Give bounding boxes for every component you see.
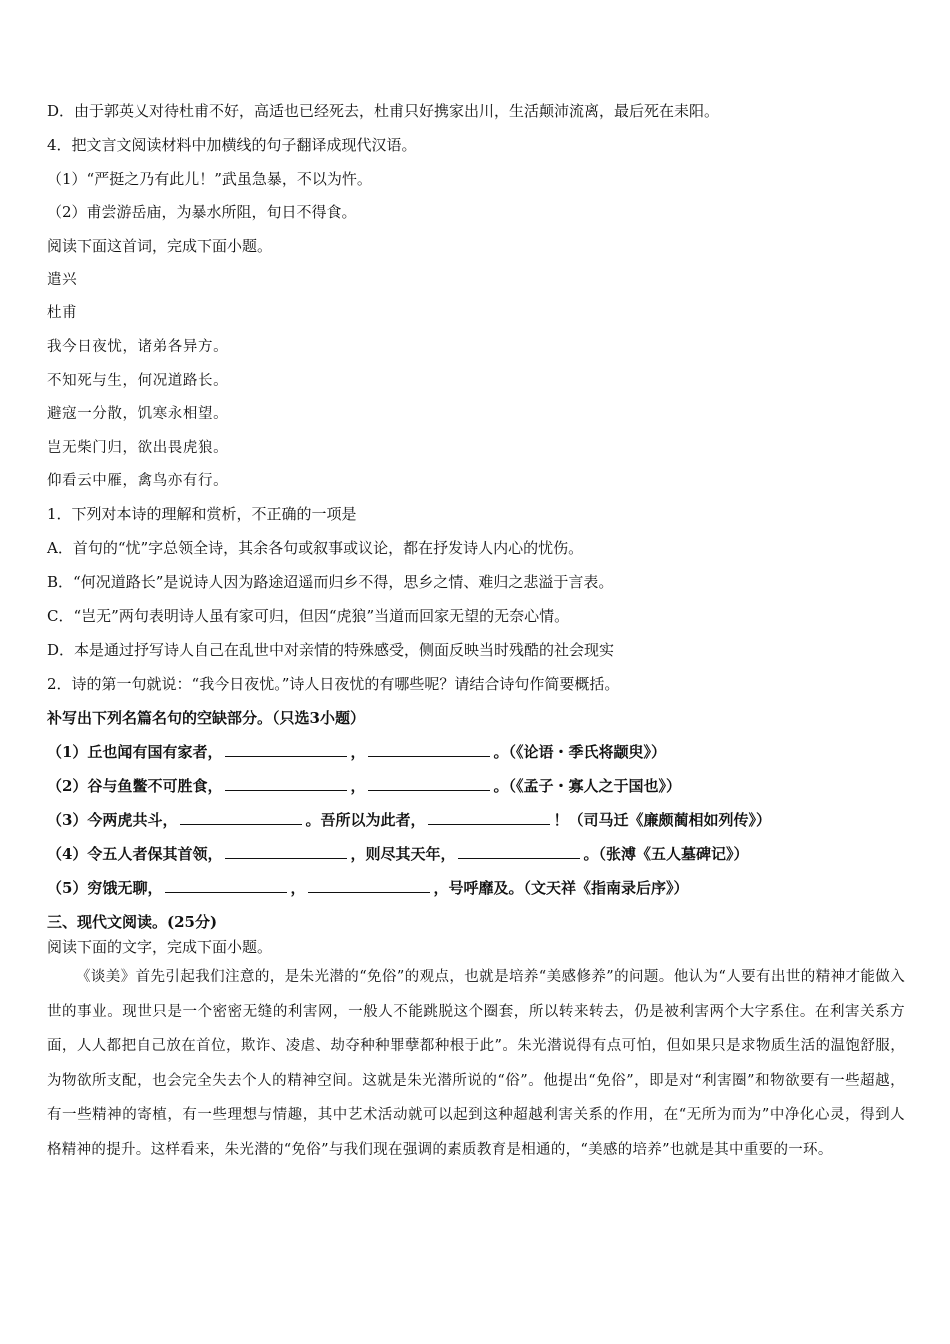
option-b: B．“何况道路长”是说诗人因为路途迢遥而归乡不得，思乡之情、难归之悲溢于言表。 — [47, 573, 614, 591]
poem-verse: 我今日夜忧，诸弟各异方。 — [47, 339, 229, 355]
section-3-intro: 阅读下面的文字，完成下面小题。 — [47, 938, 273, 956]
option-d: D．本是通过抒写诗人自己在乱世中对亲情的特殊感受，侧面反映当时残酷的社会现实 — [47, 641, 615, 659]
option-d-text: D．由于郭英乂对待杜甫不好，高适也已经死去，杜甫只好携家出川，生活颠沛流离，最后死在耒阳。 — [47, 102, 720, 120]
fill-item: （5）穷饿无聊， ， ，号呼靡及。（文天祥《指南录后序》） — [47, 879, 689, 897]
fill-item: （4）令五人者保其首领， ，则尽其天年， 。（张溥《五人墓碑记》） — [47, 845, 749, 863]
answer-blank[interactable] — [368, 742, 490, 757]
answer-blank[interactable] — [308, 878, 430, 893]
translate-item-2: （2）甫尝游岳庙，为暴水所阻，旬日不得食。 — [47, 203, 357, 221]
answer-blank[interactable] — [458, 844, 580, 859]
poem-verse: 不知死与生，何况道路长。 — [47, 373, 229, 389]
question-4-text: 4．把文言文阅读材料中加横线的句子翻译成现代汉语。 — [47, 136, 417, 154]
poem-author: 杜甫 — [47, 305, 78, 321]
answer-blank[interactable] — [368, 776, 490, 791]
fill-item: （1）丘也闻有国有家者， ， 。（《论语・季氏将颛臾》） — [47, 743, 666, 761]
answer-blank[interactable] — [225, 742, 347, 757]
poem-title: 遣兴 — [47, 272, 78, 288]
fill-heading: 补写出下列名篇名句的空缺部分。（只选3小题） — [47, 709, 365, 727]
poem-verse: 避寇一分散，饥寒永相望。 — [47, 406, 229, 422]
option-c: C．“岂无”两句表明诗人虽有家可归，但因“虎狼”当道而回家无望的无奈心情。 — [47, 607, 570, 625]
reading-paragraph: 《谈美》首先引起我们注意的，是朱光潜的“免俗”的观点，也就是培养“美感修养”的问题。他认为“人要有出世的精神才能做入世的事业。现世只是一个密密无缝的利害网，一般人不能跳脱这个圈套，所以转来转去，仍是被利害两个大字系住。在利害关系方面，人人都把自己放在首位，欺诈、凌虐、劫夺种种罪孽都种根于此”。朱光潜说得有点可怕，但如果只是求物质生活的温饱舒服，为物欲所支配，也会完全失去个人的精神空间。这就是朱光潜所说的“俗”。他提出“免俗”，即是对“利害圈”和物欲要有一些超越，有一些精神的寄植，有一些理想与情趣，其中艺术活动就可以起到这种超越利害关系的作用，在“无所为而为”中净化心灵，得到人格精神的提升。这样看来，朱光潜的“免俗”与我们现在强调的素质教育是相通的，“美感的培养”也就是其中重要的一环。 — [47, 969, 905, 1158]
fill-item: （3）今两虎共斗， 。吾所以为此者， ！（司马迁《廉颇蔺相如列传》） — [47, 811, 771, 829]
answer-blank[interactable] — [225, 844, 347, 859]
answer-blank[interactable] — [180, 810, 302, 825]
section-3-heading: 三、现代文阅读。(25分) — [47, 913, 218, 931]
translate-item-1: （1）“严挺之乃有此儿！”武虽急暴，不以为忤。 — [47, 170, 372, 188]
question-1-stem: 1．下列对本诗的理解和赏析，不正确的一项是 — [47, 505, 357, 523]
option-a: A．首句的“忧”字总领全诗，其余各句或叙事或议论，都在抒发诗人内心的忧伤。 — [47, 539, 584, 557]
answer-blank[interactable] — [428, 810, 550, 825]
fill-item: （2）谷与鱼鳖不可胜食， ， 。（《孟子・寡人之于国也》） — [47, 777, 681, 795]
question-2-stem: 2．诗的第一句就说：“我今日夜忧。”诗人日夜忧的有哪些呢？请结合诗句作简要概括。 — [47, 675, 620, 693]
poem-verse: 岂无柴门归，欲出畏虎狼。 — [47, 440, 229, 456]
reading-instruction: 阅读下面这首词，完成下面小题。 — [47, 237, 273, 255]
answer-blank[interactable] — [225, 776, 347, 791]
poem-verse: 仰看云中雁，禽鸟亦有行。 — [47, 473, 229, 489]
answer-blank[interactable] — [165, 878, 287, 893]
